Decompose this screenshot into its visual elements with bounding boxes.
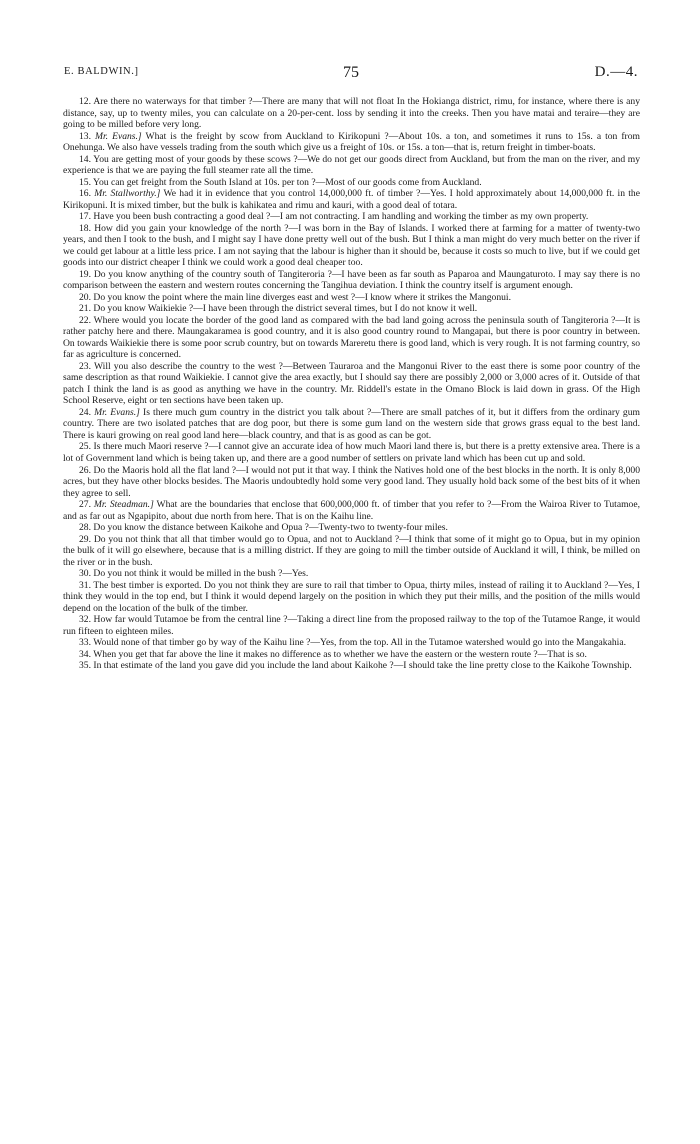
question-number: 20. (79, 291, 91, 303)
question-number: 12. (79, 96, 91, 107)
evidence-paragraph (63, 614, 640, 637)
evidence-body (63, 96, 640, 672)
question-number: 14. (79, 153, 91, 165)
question-answer-text: When you get that far above the line it makes no difference as to whether we have the eastern or the western route ?—That is so. (93, 648, 587, 660)
evidence-paragraph (63, 660, 640, 672)
question-answer-text: How did you gain your knowledge of the north ?—I was born in the Bay of Islands. I worked there at farming for a matter of twenty-two years, and then I took to the bush, and I might say I have done pretty well out of the bush. But I think a man might do very much better on the river if we could get labour at a little less price. I am not saying that the labour is higher than it should be, because it costs so much to live, but if we could get goods into our district cheaper I think we could work a good deal cheaper too. (63, 222, 641, 269)
question-answer-text: Do you know the point where the main line diverges east and west ?—I know where it strikes the Mangonui. (93, 291, 511, 303)
question-answer-text: Do you not think it would be milled in the bush ?—Yes. (93, 568, 309, 580)
question-number: 21. (79, 303, 91, 315)
document-reference: D.—4. (594, 64, 638, 80)
evidence-paragraph (63, 292, 640, 304)
question-number: 13. (79, 130, 91, 142)
question-number: 18. (79, 222, 91, 234)
question-answer-text: Would none of that timber go by way of the Kaihu line ?—Yes, from the top. All in the Tutamoe watershed would go into the Mangakahia. (93, 637, 626, 649)
question-answer-text: We had it in evidence that you control 14,000,000 ft. of timber ?—Yes. I hold approximately about 14,000,000 ft. in the Kirikopuni. It is mixed timber, but the bulk is kahikatea and rimu and kauri, with a good deal of totara. (63, 188, 640, 211)
question-number: 34. (79, 648, 91, 660)
evidence-paragraph (63, 637, 640, 649)
question-answer-text: Are there no waterways for that timber ?—There are many that will not float In the Hokianga district, rimu, for instance, where there is any distance, say, up to twenty miles, you can calculate on a 20-per-cent. loss by sending it into the creeks. Then you have matai and teraire—they are going to be milled before very long. (63, 96, 640, 131)
evidence-paragraph (63, 269, 640, 292)
question-number: 28. (79, 522, 91, 534)
speaker-name: Mr. Evans.] (94, 406, 140, 418)
evidence-paragraph (63, 465, 640, 500)
question-answer-text: You are getting most of your goods by these scows ?—We do not get our goods direct from Auckland, but from the man on the river, and my experience is that we are paying the full steamer rate all the time. (63, 153, 640, 177)
evidence-paragraph (63, 522, 640, 534)
question-answer-text: Where would you locate the border of the good land as compared with the bad land going across the peninsula south of Tangiteroria ?—It is rather patchy here and there. Maungakaramea is good country, and it is also good country round to Mangapai, but there is poor country in between. On towards Waikiekie there is some poor scrub country, but on towards Mareretu there is good land, which is very rough. It is not farming country, so far as agriculture is concerned. (63, 314, 640, 361)
question-number: 31. (79, 579, 91, 591)
question-number: 33. (79, 637, 91, 649)
question-number: 29. (79, 533, 91, 545)
question-answer-text: Is there much Maori reserve ?—I cannot give an accurate idea of how much Maori land there is, but there is a pretty extensive area. There is a lot of Government land which is being taken up, and there are a good number of settlers on private land which has been cut up and sold. (63, 441, 640, 464)
question-number: 32. (79, 614, 91, 626)
evidence-paragraph (63, 303, 640, 315)
question-number: 24. (79, 406, 91, 418)
question-number: 27. (79, 499, 91, 511)
question-number: 17. (79, 211, 91, 223)
evidence-paragraph (63, 568, 640, 580)
question-answer-text: Do you not think that all that timber would go to Opua, and not to Auckland ?—I think that some of it might go to Opua, but in my opinion the bulk of it will go elsewhere, because that is a milling district. If they are going to mill the timber outside of Auckland it will, I think, be milled on the river or in the bush. (63, 533, 640, 568)
page-number: 75 (343, 64, 359, 81)
question-answer-text: How far would Tutamoe be from the central line ?—Taking a direct line from the proposed railway to the top of the Tutamoe Range, it would run fifteen to eighteen miles. (63, 614, 640, 637)
evidence-paragraph (63, 315, 640, 361)
evidence-paragraph (63, 131, 640, 154)
evidence-paragraph (63, 441, 640, 464)
evidence-paragraph (63, 361, 640, 407)
question-answer-text: In that estimate of the land you gave did you include the land about Kaikohe ?—I should take the line pretty close to the Kaikohe Township. (93, 660, 632, 672)
question-answer-text: The best timber is exported. Do you not think they are sure to rail that timber to Opua, thirty miles, instead of railing it to Auckland ?—Yes, I think they would in the top end, but I think it would depend largely on the position in which they put their mills, and the position of the mills would depend on the location of the bulk of the timber. (63, 579, 640, 614)
question-answer-text: What is the freight by scow from Auckland to Kirikopuni ?—About 10s. a ton, and sometimes it runs to 15s. a ton from Onehunga. We also have vessels trading from the south which give us a freight of 10s. or 15s. a ton—that is, return freight in timber-boats. (63, 130, 640, 154)
question-answer-text: What are the boundaries that enclose that 600,000,000 ft. of timber that you refer to ?—From the Wairoa River to Tutamoe, and as far out as Ngapipito, about due north from here. That is on the Kaihu line. (63, 499, 640, 522)
evidence-paragraph (63, 580, 640, 615)
speaker-name: Mr. Steadman.] (93, 499, 154, 511)
question-answer-text: Do you know Waikiekie ?—I have been through the district several times, but I do not know it well. (93, 303, 478, 315)
evidence-paragraph (63, 154, 640, 177)
evidence-paragraph (63, 96, 640, 131)
question-number: 19. (79, 268, 91, 280)
question-answer-text: Have you been bush contracting a good deal ?—I am not contracting. I am handling and working the timber as my own property. (93, 211, 589, 223)
question-number: 16. (79, 188, 91, 200)
evidence-paragraph (63, 407, 640, 442)
question-number: 30. (79, 568, 91, 580)
evidence-paragraph (63, 177, 640, 189)
evidence-paragraph (63, 499, 640, 522)
evidence-paragraph (63, 223, 640, 269)
evidence-paragraph (63, 211, 640, 223)
speaker-name: Mr. Stallworthy.] (94, 188, 161, 200)
question-answer-text: You can get freight from the South Island at 10s. per ton ?—Most of our goods come from Auckland. (93, 176, 482, 188)
evidence-paragraph (63, 649, 640, 661)
page-header (64, 66, 638, 86)
header-witness-name: E. BALDWIN.] (64, 66, 139, 77)
question-number: 26. (79, 464, 91, 476)
question-number: 23. (79, 360, 91, 372)
question-answer-text: Do you know the distance between Kaikohe and Opua ?—Twenty-two to twenty-four miles. (93, 522, 448, 534)
question-answer-text: Is there much gum country in the district you talk about ?—There are small patches of it, but it differs from the ordinary gum country. There are two isolated patches that are dog poor, but there is some gum land on the western side that grows grass equal to the best land. There is kauri growing on real good land here—black country, and that is as good as can be got. (63, 406, 640, 441)
speaker-name: Mr. Evans.] (95, 130, 142, 142)
evidence-paragraph (63, 188, 640, 211)
question-answer-text: Do the Maoris hold all the flat land ?—I would not put it that way. I think the Natives hold one of the best blocks in the north. It is only 8,000 acres, but they have other blocks besides. The Maoris undoubtedly hold some very good land. They usually hold back some of the best bits of it when they agree to sell. (63, 464, 640, 499)
evidence-paragraph (63, 534, 640, 569)
question-number: 25. (79, 441, 91, 453)
question-number: 22. (79, 314, 91, 326)
question-answer-text: Will you also describe the country to the west ?—Between Tauraroa and the Mangonui River to the east there is some poor country of the same description as that round Waikiekie. I cannot give the area exactly, but I should say there are possibly 2,000 or 3,000 acres of it. Outside of that patch I think the land is as good as anything we have in the country. Mr. Riddell's estate in the Omano Block is laid down in grass. Of the High School Reserve, eight or ten sections have been taken up. (63, 360, 640, 407)
question-answer-text: Do you know anything of the country south of Tangiteroria ?—I have been as far south as Paparoa and Maungaturoto. I may say there is no comparison between the eastern and western routes concerning the Tangihua deviation. I think the country itself is argument enough. (63, 268, 640, 292)
question-number: 35. (79, 660, 91, 672)
question-number: 15. (79, 176, 91, 188)
